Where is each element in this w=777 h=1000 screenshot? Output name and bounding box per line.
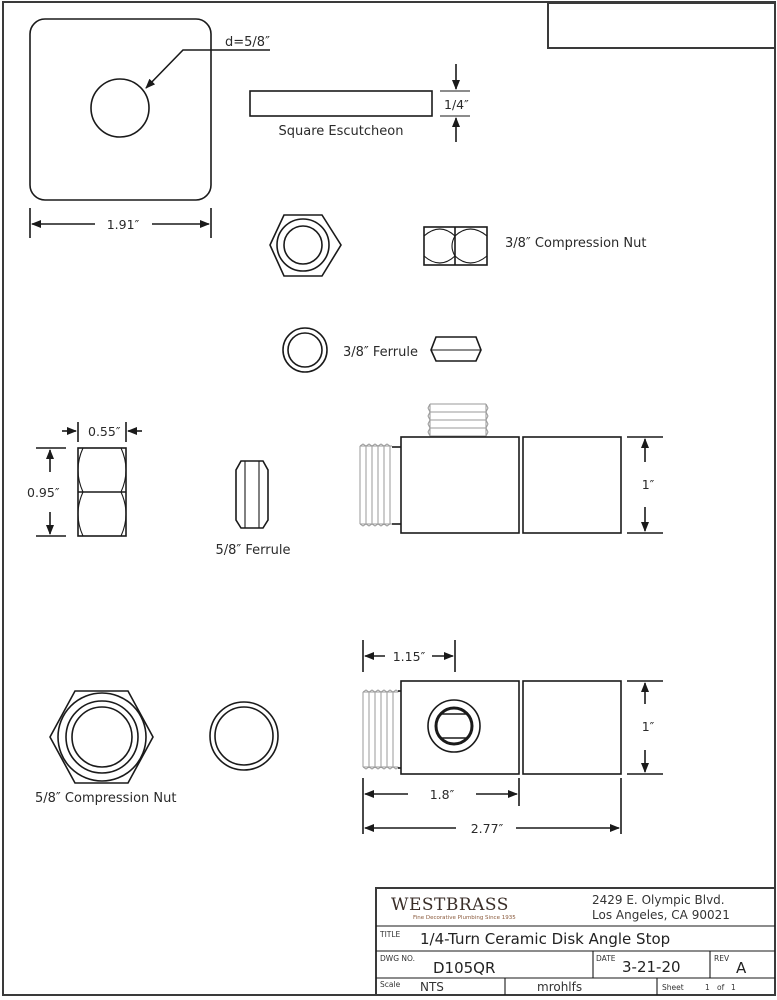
ferrule-5-8-side-view	[216, 461, 291, 558]
date-value: 3-21-20	[622, 958, 681, 976]
rev-label: REV	[714, 954, 730, 963]
revision-box	[548, 3, 775, 48]
valve-side-view	[360, 404, 663, 533]
dwg-no-label: DWG NO.	[380, 954, 415, 963]
valve-stem-icon	[428, 700, 480, 752]
ferrule-5-8-label: 5/8″ Ferrule	[215, 543, 291, 558]
overall-length-dim: 2.77″	[470, 821, 504, 836]
compression-nut-3-8-label: 3/8″ Compression Nut	[505, 236, 647, 251]
escutcheon-width-dim: 1.91″	[106, 217, 140, 232]
compression-nut-5-8-side-view	[27, 422, 142, 536]
sheet-total: 1	[731, 983, 736, 992]
scale-value: NTS	[420, 980, 444, 994]
compression-nut-5-8-front-view	[35, 691, 176, 806]
valve-front-height-dim: 1″	[641, 719, 655, 734]
drawing-title: 1/4-Turn Ceramic Disk Angle Stop	[420, 930, 671, 948]
ferrule-3-8-label: 3/8″ Ferrule	[343, 345, 418, 360]
valve-front-view	[363, 640, 663, 836]
escutcheon-thickness-dim: 1/4″	[444, 97, 469, 112]
ferrule-5-8-front-view	[210, 702, 278, 770]
dwg-no-value: D105QR	[433, 959, 496, 977]
brand-logo: WESTBRASS	[391, 895, 509, 915]
nut-height-dim: 0.95″	[27, 485, 60, 500]
sheet-label: Sheet	[662, 983, 684, 992]
sheet-of: of	[717, 983, 725, 992]
brand-tagline: Fine Decorative Plumbing Since 1935	[413, 915, 516, 921]
date-label: DATE	[596, 954, 616, 963]
escutcheon-front-view	[30, 19, 270, 238]
drawing-frame	[2, 2, 776, 996]
nut-width-dim: 0.55″	[88, 424, 121, 439]
compression-nut-5-8-label: 5/8″ Compression Nut	[35, 791, 177, 806]
inlet-dim: 1.15″	[392, 649, 426, 664]
valve-side-height-dim: 1″	[641, 477, 655, 492]
scale-label: Scale	[380, 980, 401, 989]
body-length-dim: 1.8″	[429, 787, 455, 802]
drawn-by: mrohlfs	[537, 980, 583, 994]
escutcheon-label: Square Escutcheon	[278, 124, 404, 139]
compression-nut-3-8	[270, 215, 646, 276]
hole-diameter-label: d=5/8″	[225, 35, 270, 50]
escutcheon-side-view	[250, 64, 470, 142]
title-block	[376, 888, 775, 995]
address-line-1: 2429 E. Olympic Blvd.	[592, 893, 725, 907]
title-label: TITLE	[380, 930, 401, 939]
address-line-2: Los Angeles, CA 90021	[592, 908, 730, 922]
sheet-number: 1	[705, 983, 710, 992]
rev-value: A	[736, 959, 747, 977]
ferrule-3-8	[283, 328, 481, 372]
